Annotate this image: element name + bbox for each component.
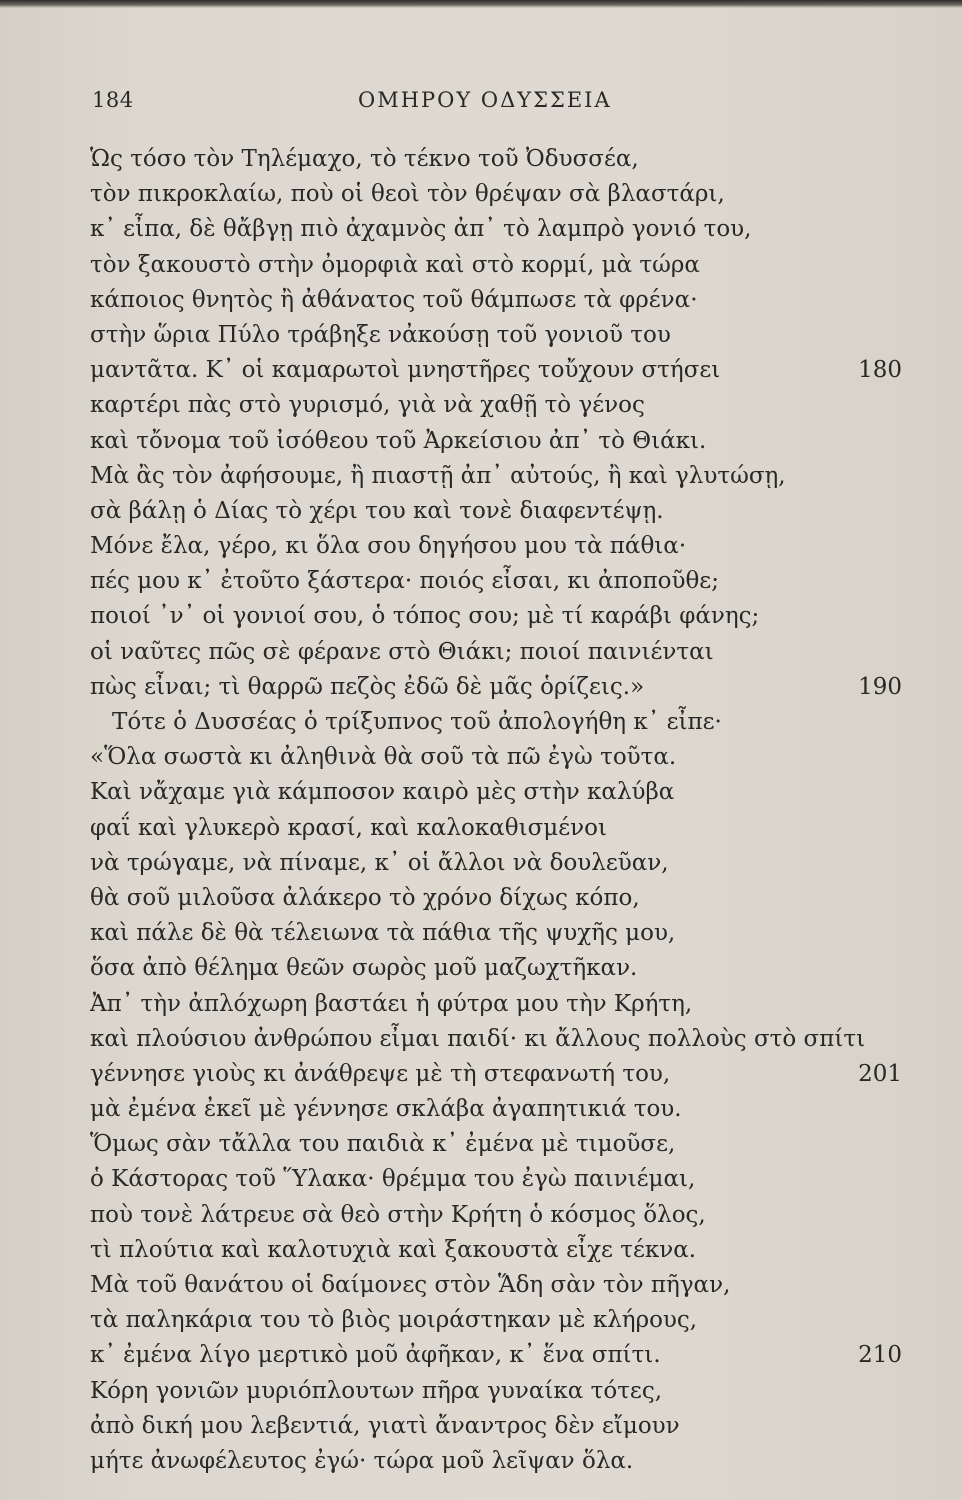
verse-text: γέννησε γιοὺς κι ἀνάθρεψε μὲ τὴ στεφανωτή του, [90,1060,671,1087]
verse-text: κ᾿ εἶπα, δὲ θἄβγῃ πιὸ ἀχαμνὸς ἀπ᾿ τὸ λαμπρὸ γονιό του, [90,216,752,243]
verse-line [0,705,962,740]
verse-line [0,916,962,951]
verse-text: Ὅμως σὰν τἄλλα του παιδιὰ κ᾿ ἐμένα μὲ τιμοῦσε, [90,1131,676,1158]
verse-text: Μόνε ἔλα, γέρο, κι ὅλα σου δηγήσου μου τὰ πάθια· [90,533,687,560]
verse-text: θὰ σοῦ μιλοῦσα ἀλάκερο τὸ χρόνο δίχως κόπο, [90,884,640,911]
verse-text: ὁ Κάστορας τοῦ Ὕλακα· θρέμμα του ἐγὼ παινιέμαι, [90,1166,696,1193]
verse-line [0,599,962,634]
verse-text: πὼς εἶναι; τὶ θαρρῶ πεζὸς ἐδῶ δὲ μᾶς ὁρίζεις.» [90,673,645,700]
verse-line [0,846,962,881]
verse-line [0,388,962,423]
verse-line [0,1338,962,1373]
verse-line [0,1022,962,1057]
verse-line [0,881,962,916]
verse-text: τὰ παληκάρια του τὸ βιὸς μοιράστηκαν μὲ κλήρους, [90,1307,698,1334]
verse-text: Μὰ ἂς τὸν ἀφήσουμε, ἢ πιαστῇ ἀπ᾿ αὐτούς, ἢ καὶ γλυτώσῃ, [90,462,786,489]
verse-text: μὰ ἐμένα ἐκεῖ μὲ γέννησε σκλάβα ἀγαπητικιά του. [90,1096,682,1123]
verse-text: ποιοί ᾿ν᾿ οἱ γονιοί σου, ὁ τόπος σου; μὲ τί καράβι φάνης; [90,603,760,630]
verse-text: «Ὅλα σωστὰ κι ἀληθινὰ θὰ σοῦ τὰ πῶ ἐγὼ τοῦτα. [90,744,677,771]
verse-text: Ὡς τόσο τὸν Τηλέμαχο, τὸ τέκνο τοῦ Ὀδυσσέα, [90,146,639,172]
verse-block [0,142,962,1479]
verse-line [0,1162,962,1197]
verse-line [0,283,962,318]
verse-text: φαΐ καὶ γλυκερὸ κρασί, καὶ καλοκαθισμένοι [90,814,607,841]
verse-line [0,212,962,247]
verse-text: ποὺ τονὲ λάτρευε σὰ θεὸ στὴν Κρήτη ὁ κόσμος ὅλος, [90,1201,706,1228]
verse-text: τὸν ξακουστὸ στὴν ὀμορφιὰ καὶ στὸ κορμί, μὰ τώρα [90,251,700,278]
page-number: 184 [92,88,134,112]
verse-line [0,424,962,459]
verse-line [0,494,962,529]
verse-text: νὰ τρώγαμε, νὰ πίναμε, κ᾿ οἱ ἄλλοι νὰ δουλεῦαν, [90,849,669,876]
verse-line [0,564,962,599]
line-number: 201 [858,1060,902,1087]
verse-line [0,248,962,283]
verse-line [0,142,962,177]
verse-text: Καὶ νἄχαμε γιὰ κάμποσον καιρὸ μὲς στὴν καλύβα [90,779,675,806]
verse-line [0,459,962,494]
verse-text: πές μου κ᾿ ἐτοῦτο ξάστερα· ποιός εἶσαι, κι ἀποποῦθε; [90,568,719,595]
verse-text: οἱ ναῦτες πῶς σὲ φέρανε στὸ Θιάκι; ποιοί παινιένται [90,638,714,665]
verse-text: Τότε ὁ Δυσσέας ὁ τρίξυπνος τοῦ ἀπολογήθη κ᾿ εἶπε· [112,709,722,735]
verse-line [0,1127,962,1162]
verse-line [0,670,962,705]
verse-line [0,1444,962,1479]
verse-line [0,529,962,564]
verse-line [0,177,962,212]
verse-line [0,951,962,986]
verse-line [0,1409,962,1444]
scan-top-edge [0,0,962,8]
verse-line [0,1057,962,1092]
verse-line [0,1092,962,1127]
verse-text: Μὰ τοῦ θανάτου οἱ δαίμονες στὸν Ἅδη σὰν τὸν πῆγαν, [90,1272,731,1298]
verse-text: καὶ πλούσιου ἀνθρώπου εἶμαι παιδί· κι ἄλλους πολλοὺς στὸ σπίτι [90,1025,866,1052]
verse-text: Κόρη γονιῶν μυριόπλουτων πῆρα γυναίκα τότες, [90,1377,663,1404]
running-title: ΟΜΗΡΟΥ ΟΔΥΣΣΕΙΑ [358,88,612,112]
verse-line [0,1233,962,1268]
verse-text: κάποιος θνητὸς ἢ ἀθάνατος τοῦ θάμπωσε τὰ φρένα· [90,286,698,313]
verse-line [0,1303,962,1338]
verse-line [0,811,962,846]
verse-text: καρτέρι πὰς στὸ γυρισμό, γιὰ νὰ χαθῇ τὸ γένος [90,392,645,419]
verse-line [0,1374,962,1409]
verse-text: μήτε ἀνωφέλευτος ἐγώ· τώρα μοῦ λεῖψαν ὅλα. [90,1447,634,1474]
verse-text: καὶ τὄνομα τοῦ ἰσόθεου τοῦ Ἀρκείσιου ἀπ᾿ τὸ Θιάκι. [90,427,707,454]
verse-line [0,353,962,388]
verse-line [0,1198,962,1233]
verse-line [0,318,962,353]
verse-text: τὶ πλούτια καὶ καλοτυχιὰ καὶ ξακουστὰ εἶχε τέκνα. [90,1236,697,1263]
verse-text: στὴν ὥρια Πύλο τράβηξε νἀκούσῃ τοῦ γονιοῦ του [90,321,671,348]
verse-text: τὸν πικροκλαίω, ποὺ οἱ θεοὶ τὸν θρέψαν σὰ βλαστάρι, [90,181,725,208]
verse-text: καὶ πάλε δὲ θὰ τέλειωνα τὰ πάθια τῆς ψυχῆς μου, [90,920,676,947]
line-number: 180 [858,357,902,384]
verse-text: Ἀπ᾿ τὴν ἀπλόχωρη βαστάει ἡ φύτρα μου τὴν Κρήτη, [90,990,693,1017]
verse-text: ὅσα ἀπὸ θέλημα θεῶν σωρὸς μοῦ μαζωχτῆκαν. [90,955,638,982]
verse-line [0,635,962,670]
verse-text: μαντᾶτα. Κ᾿ οἱ καμαρωτοὶ μνηστῆρες τοὔχουν στήσει [90,357,721,384]
verse-line [0,740,962,775]
line-number: 210 [858,1342,902,1369]
verse-text: κ᾿ ἐμένα λίγο μερτικὸ μοῦ ἀφῆκαν, κ᾿ ἕνα σπίτι. [90,1342,661,1369]
verse-line [0,1268,962,1303]
verse-text: ἀπὸ δική μου λεβεντιά, γιατὶ ἄναντρος δὲν εἴμουν [90,1412,680,1439]
verse-line [0,775,962,810]
verse-line [0,987,962,1022]
line-number: 190 [858,673,902,700]
verse-text: σὰ βάλῃ ὁ Δίας τὸ χέρι του καὶ τονὲ διαφεντέψῃ. [90,497,664,524]
